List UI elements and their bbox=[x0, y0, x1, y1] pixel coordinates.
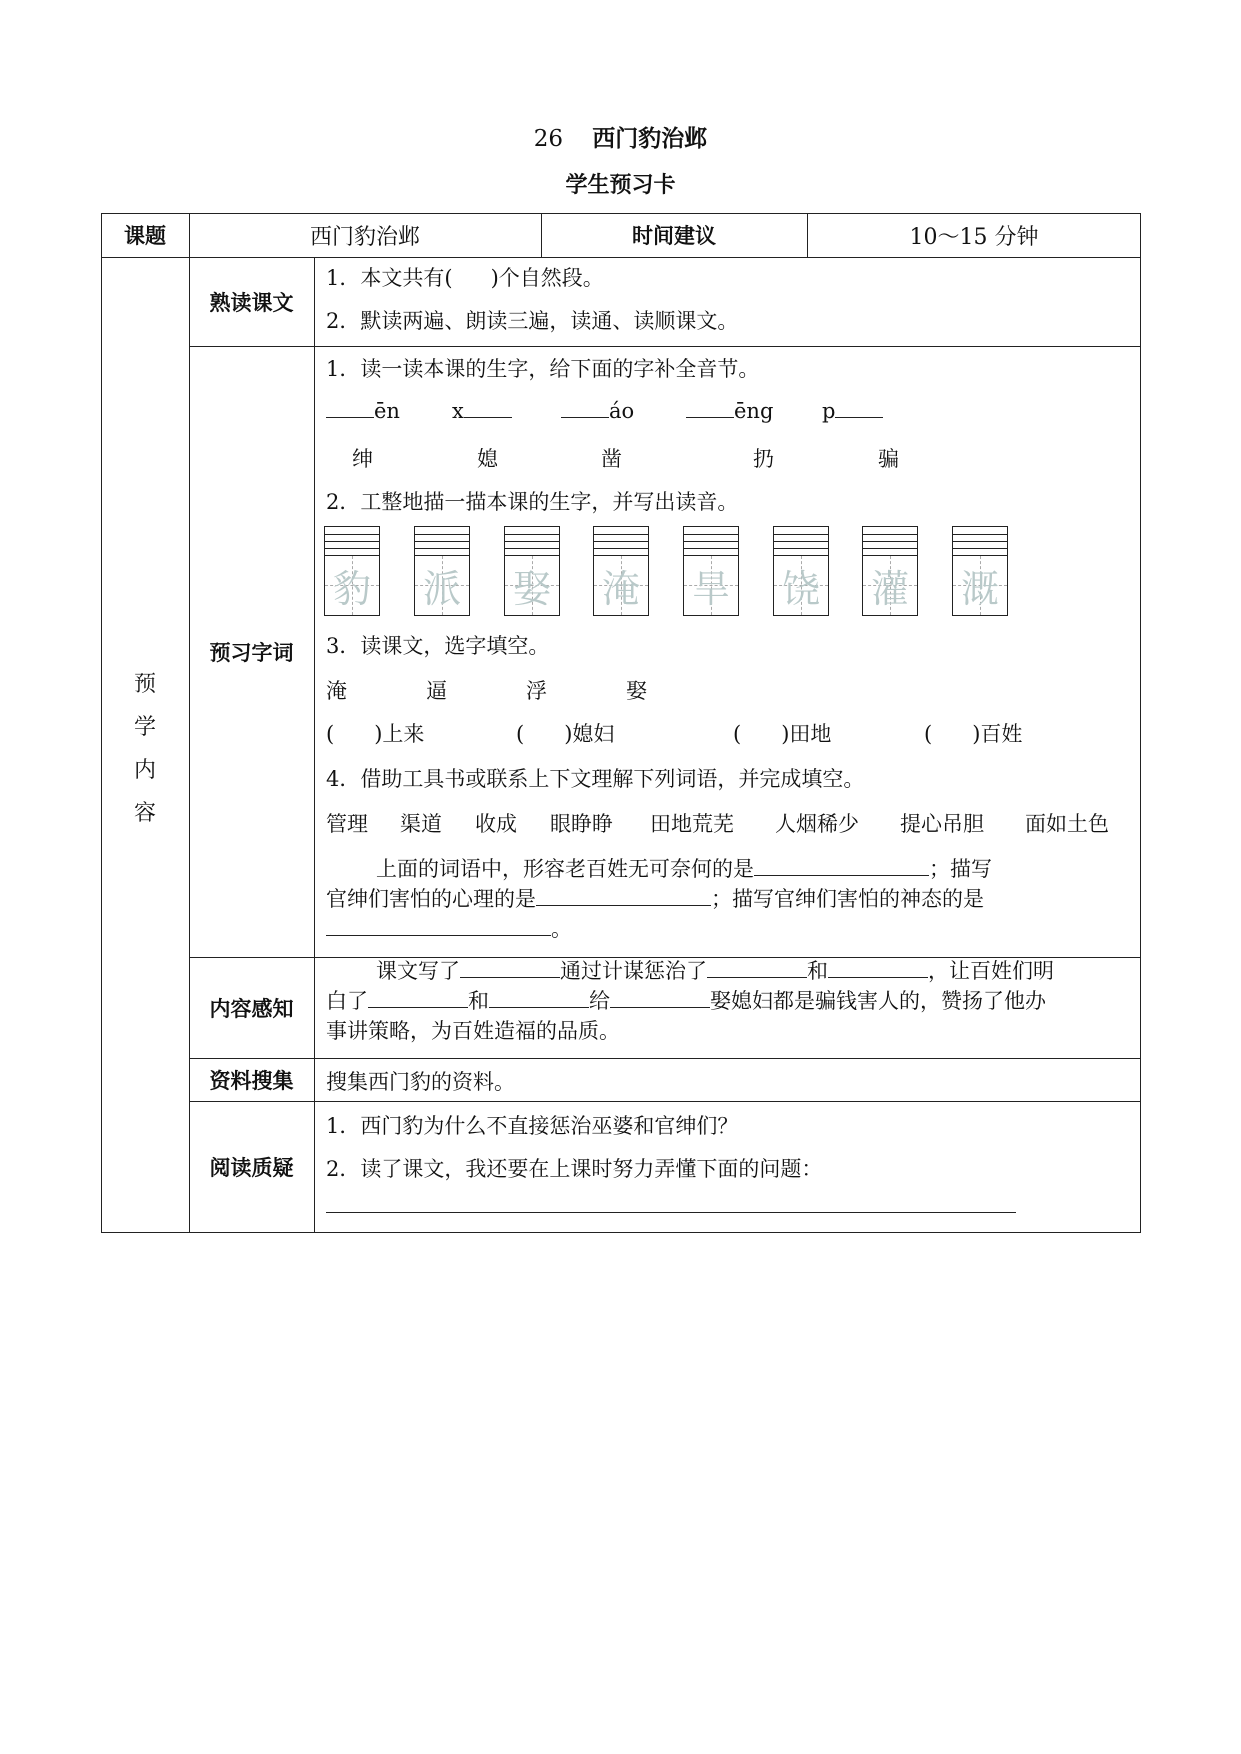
lesson-title bbox=[0, 120, 1241, 153]
tracing-grid[interactable] bbox=[414, 526, 470, 616]
fill-item: ( )百姓 bbox=[924, 722, 1023, 746]
question-q1: 1．西门豹为什么不直接惩治巫婆和官绅们？ bbox=[326, 1114, 739, 1138]
side-char: 学 bbox=[133, 715, 156, 740]
tracing-grid[interactable] bbox=[504, 526, 560, 616]
vocab-char: 凿 bbox=[601, 447, 622, 471]
content-line2: 白了 和 给 娶媳妇都是骗钱害人的，赞扬了他办 bbox=[326, 989, 1046, 1013]
trace-char: 旱 bbox=[691, 567, 730, 611]
section-label-vocab: 预习字词 bbox=[209, 640, 294, 665]
vocab-char: 扔 bbox=[753, 447, 774, 471]
word-item: 提心吊胆 bbox=[900, 812, 984, 836]
side-char: 内 bbox=[133, 758, 156, 783]
pinyin-item: ēng bbox=[686, 397, 773, 423]
trace-char: 淹 bbox=[601, 567, 640, 611]
topic-value: 西门豹治邺 bbox=[309, 224, 420, 250]
trace-char: 饶 bbox=[781, 567, 820, 611]
trace-char: 溉 bbox=[960, 567, 999, 611]
word-item: 眼睁睁 bbox=[550, 812, 613, 836]
vocab-q3: 3．读课文，选字填空。 bbox=[326, 634, 550, 658]
vocab-q1: 1．读一读本课的生字，给下面的字补全音节。 bbox=[326, 357, 760, 381]
topic-label: 课题 bbox=[124, 224, 166, 248]
choice-char: 淹 bbox=[326, 679, 347, 703]
trace-char: 派 bbox=[422, 567, 461, 611]
fill-item: ( )媳妇 bbox=[516, 722, 615, 746]
side-char: 预 bbox=[133, 672, 156, 697]
tracing-grid[interactable] bbox=[773, 526, 829, 616]
trace-char: 豹 bbox=[332, 567, 371, 611]
trace-char: 娶 bbox=[512, 567, 551, 611]
section-label-reading: 熟读课文 bbox=[209, 290, 294, 315]
vocab-paragraph-line1: 上面的词语中，形容老百姓无可奈何的是 ；描写 bbox=[376, 857, 992, 881]
fill-item: ( )上来 bbox=[326, 722, 425, 746]
tracing-grid[interactable] bbox=[324, 526, 380, 616]
question-q2: 2．读了课文，我还要在上课时努力弄懂下面的问题： bbox=[326, 1157, 823, 1181]
tracing-grid[interactable] bbox=[862, 526, 918, 616]
content-line1: 课文写了 通过计谋惩治了 和 ，让百姓们明 bbox=[376, 959, 1054, 983]
card-subtitle: 学生预习卡 bbox=[565, 173, 676, 198]
pinyin-item: ēn bbox=[326, 397, 400, 423]
word-item: 田地荒芜 bbox=[650, 812, 734, 836]
lesson-name: 西门豹治邺 bbox=[592, 126, 708, 152]
preview-content-label bbox=[101, 663, 189, 835]
lesson-number: 26 bbox=[533, 126, 564, 152]
vocab-char: 媳 bbox=[477, 447, 498, 471]
time-value: 10～15 分钟 bbox=[909, 224, 1039, 250]
vocab-char: 绅 bbox=[352, 447, 373, 471]
word-item: 管理 bbox=[326, 812, 368, 836]
vocab-char: 骗 bbox=[878, 447, 899, 471]
reading-q2: 2．默读两遍、朗读三遍，读通、读顺课文。 bbox=[326, 309, 739, 333]
time-label: 时间建议 bbox=[632, 224, 716, 248]
reading-q1: 1．本文共有( )个自然段。 bbox=[326, 266, 604, 290]
vocab-q2: 2．工整地描一描本课的生字，并写出读音。 bbox=[326, 490, 739, 514]
section-label-content: 内容感知 bbox=[209, 996, 294, 1021]
choice-char: 娶 bbox=[626, 679, 647, 703]
side-char: 容 bbox=[133, 801, 156, 826]
word-item: 面如土色 bbox=[1025, 812, 1109, 836]
trace-char: 灌 bbox=[870, 567, 909, 611]
vocab-paragraph-line3: 。 bbox=[326, 913, 572, 943]
pinyin-item: x bbox=[452, 397, 512, 423]
tracing-grid[interactable] bbox=[683, 526, 739, 616]
vocab-q4: 4．借助工具书或联系上下文理解下列词语，并完成填空。 bbox=[326, 767, 865, 791]
word-item: 收成 bbox=[475, 812, 517, 836]
tracing-grid[interactable] bbox=[593, 526, 649, 616]
section-label-research: 资料搜集 bbox=[209, 1068, 294, 1093]
choice-char: 逼 bbox=[426, 679, 447, 703]
word-item: 渠道 bbox=[400, 812, 442, 836]
pinyin-item: p bbox=[822, 397, 883, 423]
choice-char: 浮 bbox=[526, 679, 547, 703]
vocab-paragraph-line2: 官绅们害怕的心理的是 ；描写官绅们害怕的神态的是 bbox=[326, 887, 984, 911]
pinyin-item: áo bbox=[561, 397, 634, 423]
fill-item: ( )田地 bbox=[733, 722, 832, 746]
content-line3: 事讲策略，为百姓造福的品质。 bbox=[326, 1019, 620, 1043]
tracing-grid[interactable] bbox=[952, 526, 1008, 616]
research-text: 搜集西门豹的资料。 bbox=[326, 1070, 515, 1094]
word-item: 人烟稀少 bbox=[775, 812, 859, 836]
section-label-question: 阅读质疑 bbox=[209, 1155, 294, 1180]
answer-line[interactable] bbox=[326, 1212, 1016, 1213]
